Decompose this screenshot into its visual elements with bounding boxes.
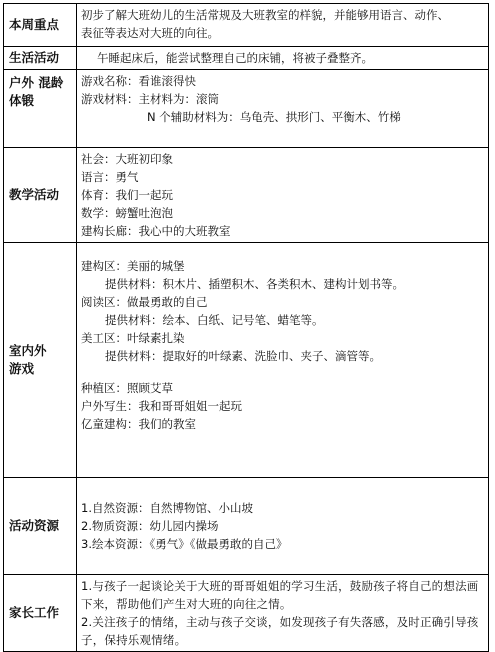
- teaching-social: 社会：大班初印象: [81, 152, 173, 166]
- outdoor-label-line-1: 户外 混龄: [9, 75, 64, 90]
- content-parent-work: [77, 575, 489, 652]
- label-activity-resources: 活动资源: [4, 478, 77, 575]
- resources-natural: 1.自然资源：自然博物馆、小山坡: [81, 501, 253, 515]
- row-parent-work: [4, 575, 489, 652]
- teaching-language: 语言：勇气: [81, 170, 139, 184]
- row-teaching-activity: [4, 148, 489, 243]
- games-yitong-construction: 亿童建构：我们的教室: [81, 417, 196, 431]
- outdoor-aux-materials: N 个辅助材料为：乌龟壳、拱形门、平衡木、竹梯: [147, 110, 401, 124]
- label-teaching-activity: 教学活动: [4, 148, 77, 243]
- content-activity-resources: [77, 478, 489, 575]
- label-outdoor-exercise: [4, 70, 77, 148]
- teaching-math: 数学：螃蟹吐泡泡: [81, 206, 173, 220]
- games-art-materials: 提供材料：提取好的叶绿素、洗脸巾、夹子、滴管等。: [105, 349, 381, 363]
- resources-material: 2.物质资源：幼儿园内操场: [81, 519, 219, 533]
- weekly-plan-document: [3, 3, 489, 652]
- life-line-1: 午睡起床后，能尝试整理自己的床铺，将被子叠整齐。: [97, 51, 373, 65]
- content-indoor-outdoor-games: [77, 243, 489, 478]
- label-parent-work: 家长工作: [4, 575, 77, 652]
- games-label-line-1: 室内外: [9, 343, 47, 358]
- row-activity-resources: [4, 478, 489, 575]
- row-weekly-focus: [4, 4, 489, 47]
- games-construction-area: 建构区：美丽的城堡: [81, 259, 185, 273]
- content-weekly-focus: [77, 4, 489, 47]
- content-life-activity: [77, 47, 489, 70]
- games-reading-materials: 提供材料：绘本、白纸、记号笔、蜡笔等。: [105, 313, 324, 327]
- outdoor-label-line-2: 体锻: [9, 93, 35, 108]
- content-outdoor-exercise: [77, 70, 489, 148]
- weekly-plan-table: [3, 3, 489, 652]
- row-life-activity: [4, 47, 489, 70]
- outdoor-main-material: 游戏材料：主材料为：滚筒: [81, 92, 219, 106]
- teaching-construction: 建构长廊：我心中的大班教室: [81, 224, 231, 238]
- focus-line-2: 表征等表达对大班的向往。: [81, 26, 219, 40]
- games-label-line-2: 游戏: [9, 361, 35, 376]
- outdoor-game-name: 游戏名称：看谁滚得快: [81, 74, 196, 88]
- games-reading-area: 阅读区：做最勇敢的自己: [81, 295, 208, 309]
- teaching-pe: 体育：我们一起玩: [81, 188, 173, 202]
- row-outdoor-exercise: [4, 70, 489, 148]
- parents-item-2: 2.关注孩子的情绪，主动与孩子交谈，如发现孩子有失落感，及时正确引导孩子，保持乐观情绪。: [81, 615, 479, 647]
- games-spacer: [81, 365, 484, 379]
- parents-item-1: 1.与孩子一起谈论关于大班的哥哥姐姐的学习生活，鼓励孩子将自己的想法画下来，帮助他们产生对大班的向往之情。: [81, 579, 479, 611]
- label-life-activity: 生活活动: [4, 47, 77, 70]
- content-teaching-activity: [77, 148, 489, 243]
- games-art-area: 美工区：叶绿素扎染: [81, 331, 185, 345]
- resources-picture-books: 3.绘本资源：《勇气》《做最勇敢的自己》: [81, 537, 288, 551]
- games-outdoor-sketching: 户外写生：我和哥哥姐姐一起玩: [81, 399, 242, 413]
- games-planting-area: 种植区：照顾艾草: [81, 381, 173, 395]
- focus-line-1: 初步了解大班幼儿的生活常规及大班教室的样貌，并能够用语言、动作、: [81, 8, 449, 22]
- row-indoor-outdoor-games: [4, 243, 489, 478]
- label-indoor-outdoor-games: [4, 243, 77, 478]
- games-construction-materials: 提供材料：积木片、插塑积木、各类积木、建构计划书等。: [105, 277, 404, 291]
- label-weekly-focus: 本周重点: [4, 4, 77, 47]
